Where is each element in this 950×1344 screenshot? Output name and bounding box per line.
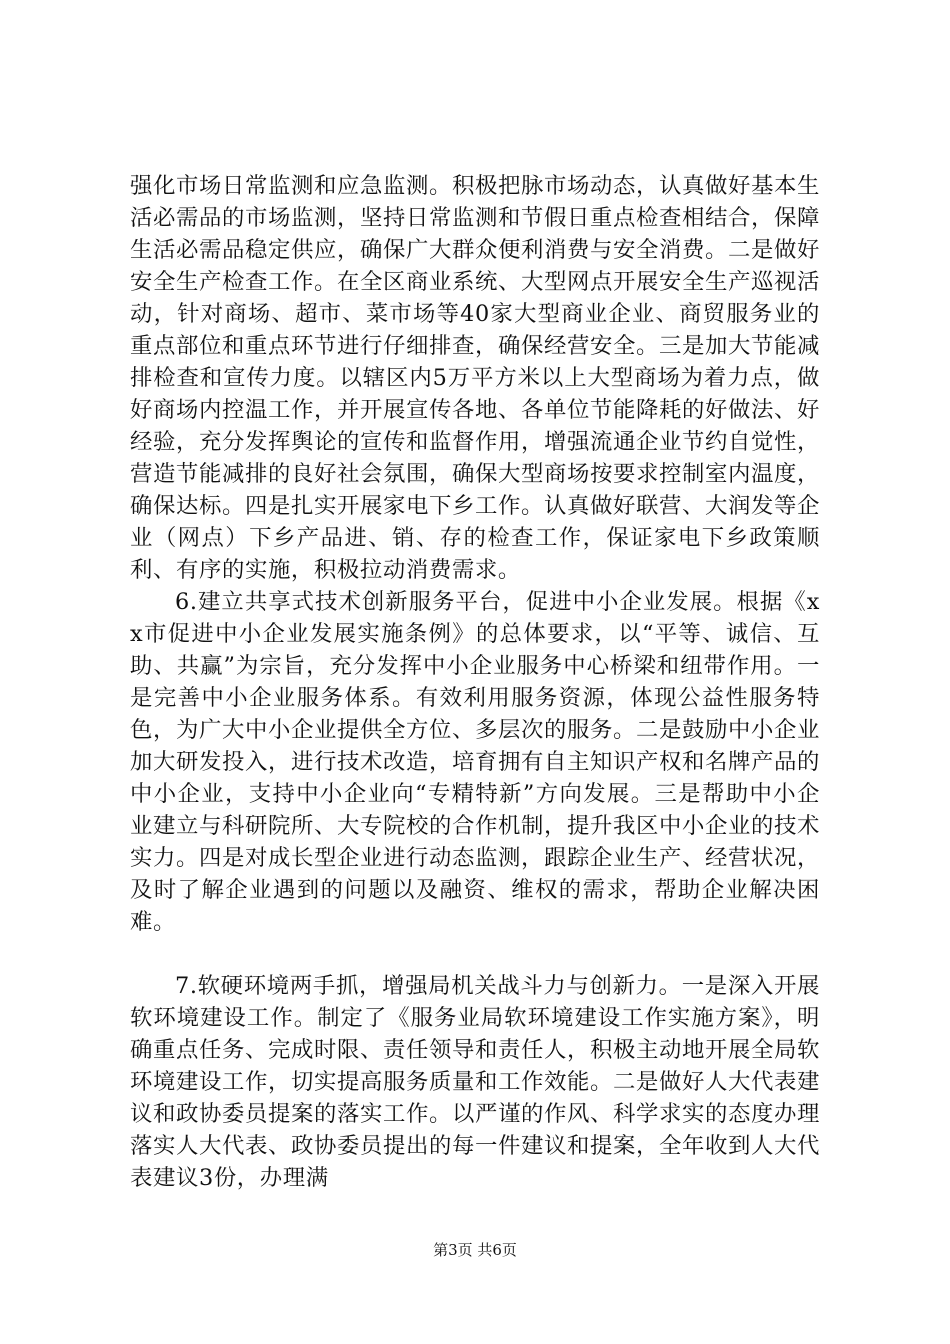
document-body <box>130 170 820 1194</box>
page-number-footer: 第3页 共6页 <box>433 1241 517 1259</box>
paragraph-item-6: 6.建立共享式技术创新服务平台，促进中小企业发展。根据《xx市促进中小企业发展实施条例》的总体要求，以“平等、诚信、互助、共赢”为宗旨，充分发挥中小企业服务中心桥梁和纽带作用。一是完善中小企业服务体系。有效利用服务资源，体现公益性服务特色，为广大中小企业提供全方位、多层次的服务。二是鼓励中小企业加大研发投入，进行技术改造，培育拥有自主知识产权和名牌产品的中小企业，支持中小企业向“专精特新”方向发展。三是帮助中小企业建立与科研院所、大专院校的合作机制，提升我区中小企业的技术实力。四是对成长型企业进行动态监测，跟踪企业生产、经营状况，及时了解企业遇到的问题以及融资、维权的需求，帮助企业解决困难。 <box>130 589 820 935</box>
paragraph-market-monitoring: 强化市场日常监测和应急监测。积极把脉市场动态，认真做好基本生活必需品的市场监测，坚持日常监测和节假日重点检查相结合，保障生活必需品稳定供应，确保广大群众便利消费与安全消费。二是做好安全生产检查工作。在全区商业系统、大型网点开展安全生产巡视活动，针对商场、超市、菜市场等40家大型商业企业、商贸服务业的重点部位和重点环节进行仔细排查，确保经营安全。三是加大节能减排检查和宣传力度。以辖区内5万平方米以上大型商场为着力点，做好商场内控温工作，并开展宣传各地、各单位节能降耗的好做法、好经验，充分发挥舆论的宣传和监督作用，增强流通企业节约自觉性，营造节能减排的良好社会氛围，确保大型商场按要求控制室内温度，确保达标。四是扎实开展家电下乡工作。认真做好联营、大润发等企业（网点）下乡产品进、销、存的检查工作，保证家电下乡政策顺利、有序的实施，积极拉动消费需求。 <box>130 173 820 583</box>
paragraph-item-7: 7.软硬环境两手抓，增强局机关战斗力与创新力。一是深入开展软环境建设工作。制定了《服务业局软环境建设工作实施方案》，明确重点任务、完成时限、责任领导和责任人，积极主动地开展全局软环境建设工作，切实提高服务质量和工作效能。二是做好人大代表建议和政协委员提案的落实工作。以严谨的作风、科学求实的态度办理落实人大代表、政协委员提出的每一件建议和提案，全年收到人大代表建议3份，办理满 <box>130 973 820 1191</box>
